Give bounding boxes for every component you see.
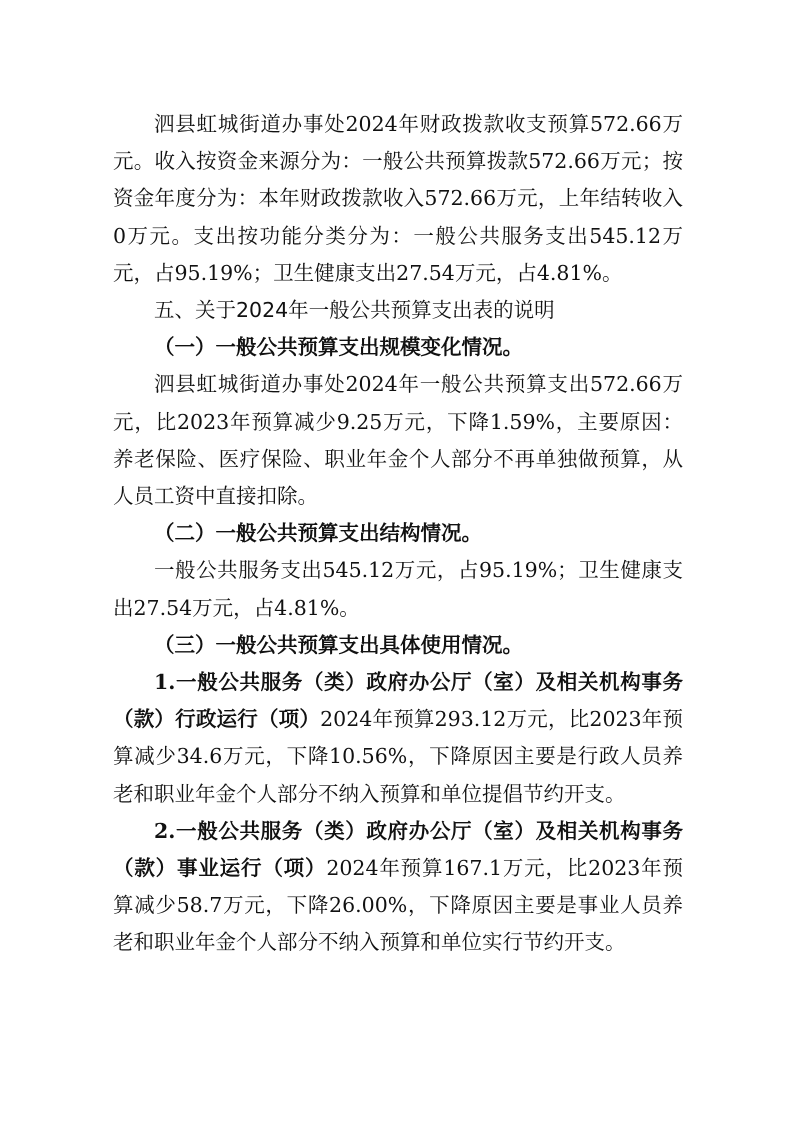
subheading-structure: （二）一般公共预算支出结构情况。 (154, 521, 482, 546)
usage-item-1-text: 2024年预算293.12万元，比2023年预算减少34.6万元，下降10.56%，下降原因主要是行政人员养老和职业年金个人部分不纳入预算和单位提倡节约开支。 (113, 707, 683, 806)
usage-item-2-text: 2024年预算167.1万元，比2023年预算减少58.7万元，下降26.00%，下降原因主要是事业人员养老和职业年金个人部分不纳入预算和单位实行节约开支。 (113, 856, 684, 955)
paragraph-scale-change: 泗县虹城街道办事处2024年一般公共预算支出572.66万元，比2023年预算减少9.25万元，下降1.59%，主要原因：养老保险、医疗保险、职业年金个人部分不再单独做预算，从人员工资中直接扣除。 (113, 372, 683, 509)
subheading-scale-change: （一）一般公共预算支出规模变化情况。 (154, 335, 523, 360)
usage-item-1-lead: 1.一般公共服务（类）政府办公厅（室）及相关机构事务（款）行政运行（项） (113, 670, 683, 732)
subheading-usage: （三）一般公共预算支出具体使用情况。 (154, 632, 523, 657)
document-body (113, 106, 683, 962)
section-heading-5: 五、关于2024年一般公共预算支出表的说明 (154, 298, 555, 323)
paragraph-structure: 一般公共服务支出545.12万元，占95.19%；卫生健康支出27.54万元，占4.81%。 (113, 558, 683, 620)
usage-item-2-lead: 2.一般公共服务（类）政府办公厅（室）及相关机构事务（款）事业运行（项） (113, 818, 683, 881)
paragraph-budget-summary: 泗县虹城街道办事处2024年财政拨款收支预算572.66万元。收入按资金来源分为：一般公共预算拨款572.66万元；按资金年度分为：本年财政拨款收入572.66万元，上年结转收入0万元。支出按功能分类分为：一般公共服务支出545.12万元，占95.19%；卫生健康支出27.54万元，占4.81%。 (113, 112, 683, 285)
usage-item-1 (113, 664, 683, 813)
usage-item-2 (113, 813, 683, 962)
